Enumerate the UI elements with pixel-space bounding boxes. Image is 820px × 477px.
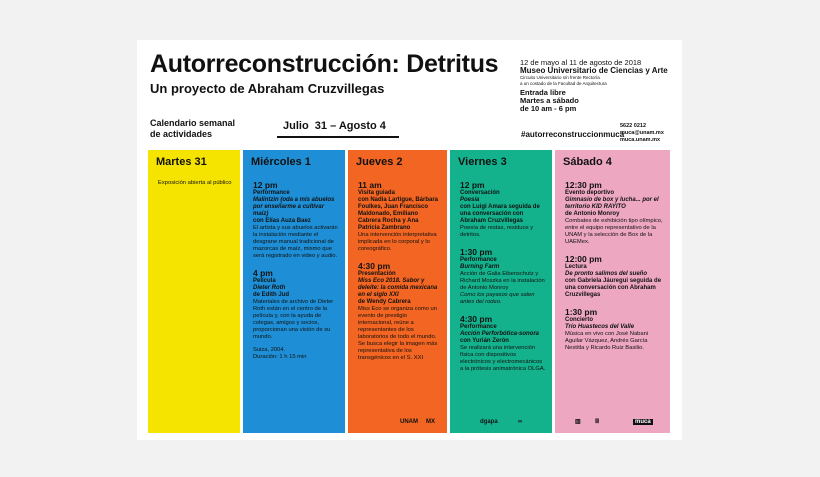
event-name: Dieter Roth — [253, 285, 286, 291]
event-viernes-1 — [460, 180, 546, 239]
event-people: con Luigi Amara seguida de una conversación con Abraham Cruzvillegas — [460, 204, 540, 224]
calendar-label — [150, 118, 235, 140]
page-title: Autorreconstrucción: Detritus — [150, 50, 499, 78]
phone: 5622 0212 — [620, 123, 646, 129]
calendar-columns — [148, 150, 670, 433]
column-martes — [148, 150, 240, 433]
hours-line-2: de 10 am - 6 pm — [520, 104, 577, 113]
day-heading-miercoles: Miércoles 1 — [251, 156, 311, 168]
address-line-1: Circuito Universitario s/n frente Rectoría — [520, 75, 600, 80]
event-time: 4:30 pm — [358, 261, 391, 271]
event-kind: Presentación — [358, 271, 396, 277]
dgapa-logo: dgapa — [480, 419, 498, 425]
logos-viernes — [450, 413, 552, 425]
arquitectura-logo: ∞ — [518, 419, 523, 425]
event-time: 12 pm — [253, 180, 278, 190]
day-heading-sabado: Sábado 4 — [563, 156, 612, 168]
event-description: Música en vivo con José Nabani Aguilar Vázquez, Andrés García Nestitla y Ricardo Ruiz Basilio. — [565, 331, 649, 351]
page-subtitle: Un proyecto de Abraham Cruzvillegas — [150, 81, 385, 96]
event-description-italic: Como los payasos que salen antes del rodeo. — [460, 292, 535, 305]
entry-note: Entrada libre — [520, 88, 566, 97]
event-name: Acción Perforbótica-sonora — [460, 331, 540, 337]
poster — [137, 40, 682, 440]
event-name: Poesía — [460, 197, 480, 203]
event-people: con Elías Auza Baez — [253, 218, 311, 224]
event-viernes-2 — [460, 247, 546, 306]
event-time: 12:00 pm — [565, 254, 602, 264]
event-time: 1:30 pm — [460, 247, 493, 257]
event-kind: Evento deportivo — [565, 190, 615, 196]
column-viernes — [450, 150, 552, 433]
event-time: 12 pm — [460, 180, 485, 190]
day-body-miercoles — [243, 176, 345, 361]
event-description: Una intervención interpretativa implicada en lo corporal y lo coreográfico. — [358, 232, 437, 252]
event-viernes-3 — [460, 314, 546, 373]
week-underline — [277, 136, 399, 138]
muca-logo: muca — [635, 419, 651, 425]
event-kind: Lectura — [565, 264, 587, 270]
building-logo: Ⅲ — [595, 419, 600, 425]
day-heading-viernes: Viernes 3 — [458, 156, 507, 168]
day-body-viernes — [450, 176, 552, 373]
event-description: Combates de exhibición tipo olímpico, entre el equipo representativo de la UNAM y la selección de Box de la UAEMex. — [565, 218, 663, 245]
event-jueves-1 — [358, 180, 441, 253]
event-description: El artista y sus abuelos activarán la instalación mediante el desgrane manual tradicional de mazorcas de maíz, mismo que será registrado en video y audio. — [253, 225, 338, 259]
event-name: Trío Huastecos del Valle — [565, 324, 635, 330]
event-sabado-3 — [565, 307, 664, 352]
event-duration: Duración: 1 h 15 min — [253, 354, 307, 360]
event-people: con Gabriela Jáuregui seguida de una conversación con Abraham Cruzvillegas — [565, 278, 662, 298]
exhibition-dates: 12 de mayo al 11 de agosto de 2018 — [520, 58, 642, 67]
event-sabado-2 — [565, 254, 664, 299]
event-name: Malintzin (oda a mis abuelos por enseñarme a cultivar maíz) — [253, 197, 335, 217]
calendar-label-line-1: Calendario semanal — [150, 118, 236, 128]
event-kind: Conversación — [460, 190, 500, 196]
column-sabado — [555, 150, 670, 433]
week-range: Julio 31 – Agosto 4 — [283, 120, 386, 132]
event-miercoles-1 — [253, 180, 339, 260]
event-kind: Concierto — [565, 317, 594, 323]
event-kind: Performance — [460, 257, 497, 263]
event-kind: Película — [253, 278, 276, 284]
event-time: 1:30 pm — [565, 307, 598, 317]
event-name: Miss Eco 2018. Sabor y deleite: la comida mexicana en el siglo XXI — [358, 278, 438, 298]
event-people: de Edith Jud — [253, 292, 289, 298]
address-line-2: a un costado de la Facultad de Arquitectura — [520, 80, 607, 86]
day-heading-martes: Martes 31 — [156, 156, 207, 168]
day-heading-jueves: Jueves 2 — [356, 156, 403, 168]
event-jueves-2 — [358, 261, 441, 362]
martes-note: Exposición abierta al público — [158, 180, 232, 186]
event-people: con Yurián Zerón — [460, 338, 509, 344]
logos-sabado — [555, 413, 670, 425]
event-miercoles-2 — [253, 268, 339, 361]
contact-block — [620, 123, 664, 144]
event-description: Poesía de restas, residuos y detritos. — [460, 225, 534, 238]
mx-logo: MX — [426, 419, 435, 425]
event-time: 12:30 pm — [565, 180, 602, 190]
event-country-year: Suiza, 2004. — [253, 347, 286, 353]
logos-jueves — [348, 413, 447, 425]
museum-name: Museo Universitario de Ciencias y Arte — [520, 66, 668, 75]
day-body-martes — [148, 176, 240, 187]
event-time: 4 pm — [253, 268, 273, 278]
hours-line-1: Martes a sábado — [520, 96, 579, 105]
email-link[interactable]: muca@unam.mx — [620, 130, 664, 136]
event-description: Miss Eco se organiza como un evento de prestigio internacional, reúne a representantes de los laboratorios de todo el mundo. Se busca elegir la imagen más representativa de los transgénicos en el S. XXI — [358, 306, 438, 361]
event-people: con Nadia Lartigue, Bárbara Foulkes, Juan Francisco Maldonado, Emiliano Cabrera Rocha y Ana Patricia Zambrano — [358, 197, 439, 231]
event-kind: Performance — [460, 324, 497, 330]
event-sabado-1 — [565, 180, 664, 246]
event-time: 11 am — [358, 180, 382, 190]
event-description: Acción de Galia Eibenschutz y Richard Moszka en la instalación de Antonio Monroy — [460, 271, 545, 291]
day-body-sabado — [555, 176, 670, 352]
day-body-jueves — [348, 176, 447, 362]
hashtag: #autorreconstruccionmuca — [521, 130, 625, 139]
event-people: de Wendy Cabrera — [358, 299, 411, 305]
cultura-unam-logo: UNAM — [400, 419, 418, 425]
calendar-label-line-2: de actividades — [150, 129, 213, 139]
event-description: Se realizará una intervención física con dispositivos electrónicos y electromecánicos a la prótesis animatrónica OLGA. — [460, 345, 546, 372]
columns-logo: ▥ — [575, 419, 581, 425]
column-jueves — [348, 150, 447, 433]
event-people: de Antonio Monroy — [565, 211, 620, 217]
event-kind: Visita guiada — [358, 190, 395, 196]
event-name: Gimnasio de box y lucha... por el territorio KID RAYITO — [565, 197, 659, 210]
column-miercoles — [243, 150, 345, 433]
event-time: 4:30 pm — [460, 314, 493, 324]
event-name: De pronto salimos del sueño — [565, 271, 648, 277]
event-name: Burning Farm — [460, 264, 500, 270]
event-kind: Performance — [253, 190, 290, 196]
website-link[interactable]: muca.unam.mx — [620, 137, 661, 143]
event-description: Materiales de archivo de Dieter Roth están en el centro de la película y, con la ayuda de colegas, amigos y socios, proporcionan una visión de su mundo. — [253, 299, 334, 340]
